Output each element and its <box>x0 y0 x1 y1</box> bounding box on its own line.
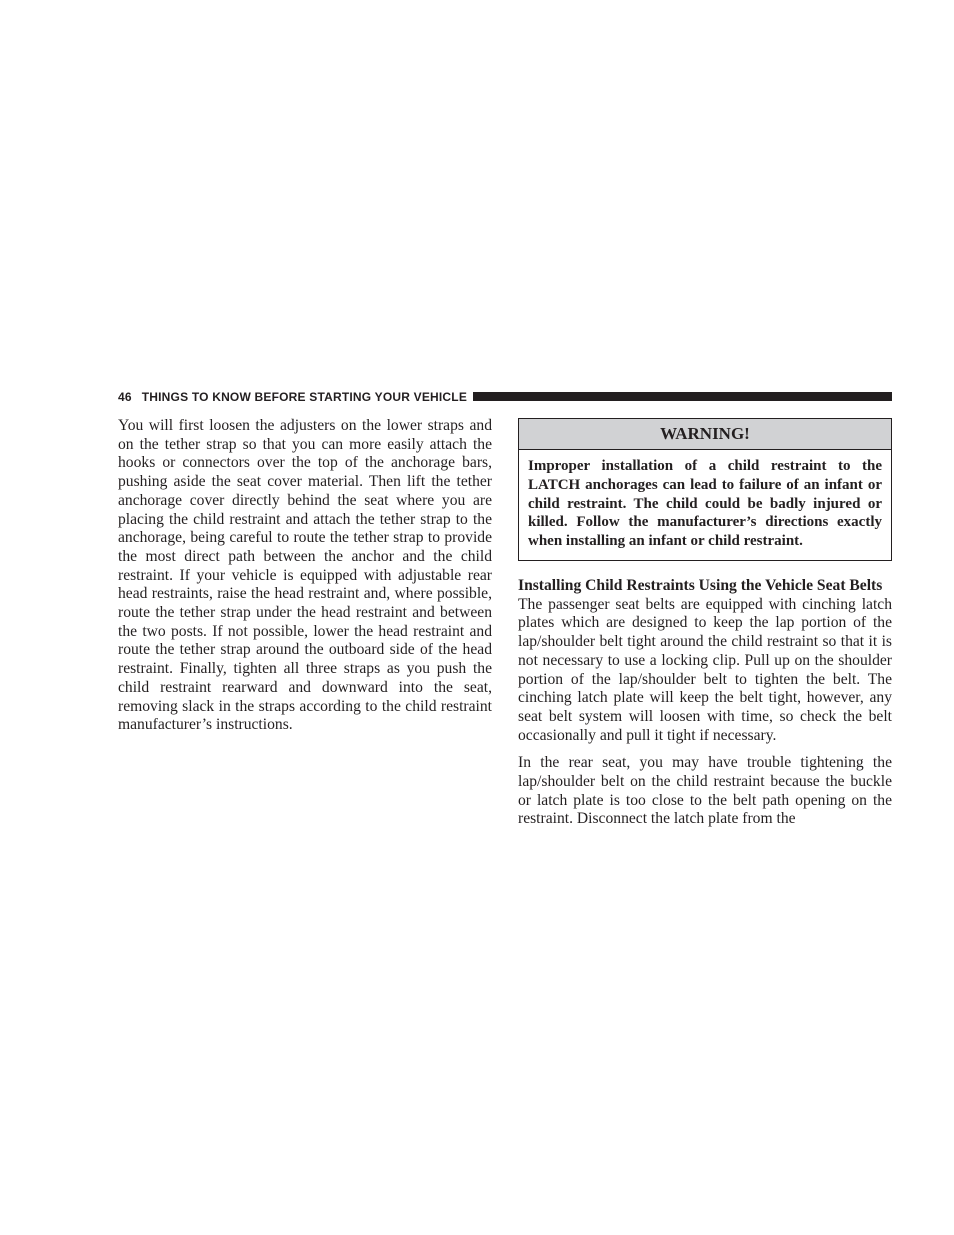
right-column <box>518 418 892 829</box>
warning-body: Improper installation of a child restraint to the LATCH anchorages can lead to failure of an infant or child restraint. The child could be badly injured or killed. Follow the manufacturer’s directions exactly when installing an infant or child restraint. <box>528 458 882 550</box>
page-header <box>118 389 892 405</box>
warning-box <box>518 418 892 561</box>
body-paragraph-cinching-latch: The passenger seat belts are equipped with cinching latch plates which are designed to keep the lap portion of the lap/shoulder belt tight around the child restraint so that it is not necessary to use a locking clip. Pull up on the shoulder portion of the lap/shoulder belt to tighten the belt. The cinching latch plate will keep the belt tight, however, any seat belt system will loosen with time, so check the belt occasionally and pull it tight if necessary. <box>518 595 892 744</box>
body-paragraph-latch-install: You will first loosen the adjusters on the lower straps and on the tether strap so that you can more easily attach the hooks or connectors over the top of the anchorage bars, pushing aside the seat cover material. Then lift the tether anchorage cover directly behind the seat where you are placing the child restraint and attach the tether strap to the anchorage, being careful to route the tether strap to provide the most direct path between the anchor and the child restraint. If your vehicle is equipped with adjustable rear head restraints, raise the head restraint and, where possible, route the tether strap under the head restraint and between the two posts. If not possible, lower the head restraint and route the tether strap around the outboard side of the head restraint. Finally, tighten all three straps as you push the child restraint rearward and downward into the seat, removing slack in the straps according to the child restraint manufacturer’s instructions. <box>118 417 492 734</box>
body-paragraph-rear-seat: In the rear seat, you may have trouble tightening the lap/shoulder belt on the child restraint because the buckle or latch plate is too close to the belt path opening on the restraint. Disconnect the latch plate from the <box>518 754 892 828</box>
left-column <box>118 417 492 735</box>
page-number: 46 <box>118 390 132 404</box>
header-rule <box>473 392 892 401</box>
section-title: THINGS TO KNOW BEFORE STARTING YOUR VEHICLE <box>141 390 468 404</box>
warning-title: WARNING! <box>519 419 891 450</box>
subheading-seat-belts: Installing Child Restraints Using the Vehicle Seat Belts <box>518 576 883 594</box>
